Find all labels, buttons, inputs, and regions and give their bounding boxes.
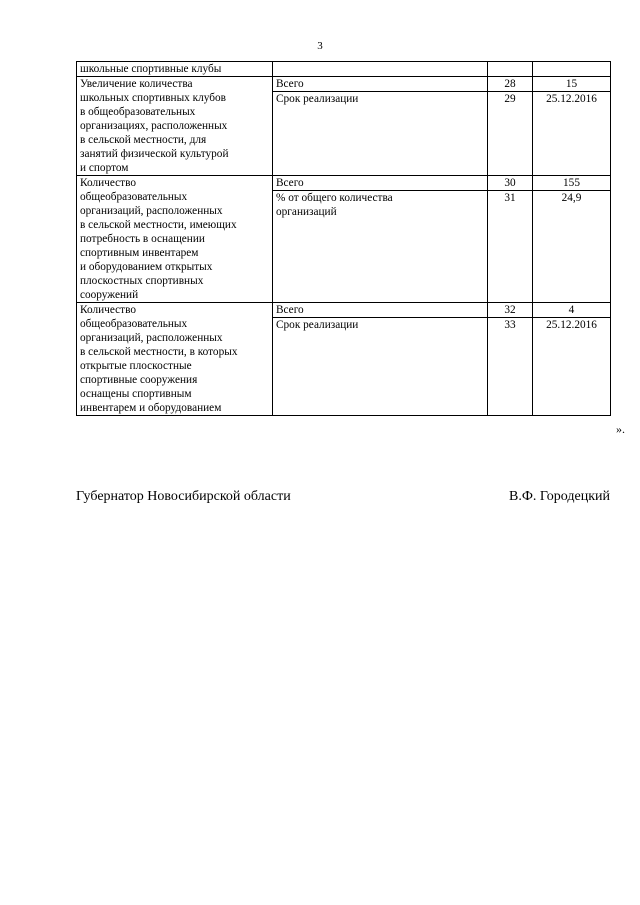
value-cell: 25.12.2016 [533, 92, 611, 176]
value-cell: 4 [533, 303, 611, 318]
code-cell: 28 [488, 77, 533, 92]
indicator-cell: Срок реализации [273, 318, 488, 416]
row-description: Количество общеобразовательных организаций, расположенных в сельской местности, имеющих потребность в оснащении спортивным инвентарем и оборудованием открытых плоскостных спортивных сооружений [77, 176, 273, 303]
indicator-cell: Всего [273, 77, 488, 92]
value-cell: 15 [533, 77, 611, 92]
empty-cell [533, 62, 611, 77]
signatory-title: Губернатор Новосибирской области [76, 489, 291, 504]
indicators-table [76, 61, 611, 416]
row-description: Увеличение количества школьных спортивных клубов в общеобразовательных организациях, расположенных в сельской местности, для занятий физической культурой и спортом [77, 77, 273, 176]
value-cell: 25.12.2016 [533, 318, 611, 416]
continuation-cell: школьные спортивные клубы [77, 62, 273, 77]
code-cell: 32 [488, 303, 533, 318]
closing-quote-mark: ». [616, 422, 625, 436]
table-row [77, 176, 611, 191]
table-row [77, 303, 611, 318]
empty-cell [488, 62, 533, 77]
page-number: 3 [317, 40, 323, 52]
code-cell: 33 [488, 318, 533, 416]
code-cell: 29 [488, 92, 533, 176]
empty-cell [273, 62, 488, 77]
signatory-name: В.Ф. Городецкий [509, 489, 610, 504]
table-row [77, 77, 611, 92]
row-description: Количество общеобразовательных организаций, расположенных в сельской местности, в которых открытые плоскостные спортивные сооружения оснащены спортивным инвентарем и оборудованием [77, 303, 273, 416]
table-row-continuation [77, 62, 611, 77]
value-cell: 155 [533, 176, 611, 191]
indicator-cell: Срок реализации [273, 92, 488, 176]
code-cell: 30 [488, 176, 533, 191]
code-cell: 31 [488, 191, 533, 303]
value-cell: 24,9 [533, 191, 611, 303]
indicator-cell: % от общего количества организаций [273, 191, 488, 303]
indicator-cell: Всего [273, 303, 488, 318]
indicator-cell: Всего [273, 176, 488, 191]
